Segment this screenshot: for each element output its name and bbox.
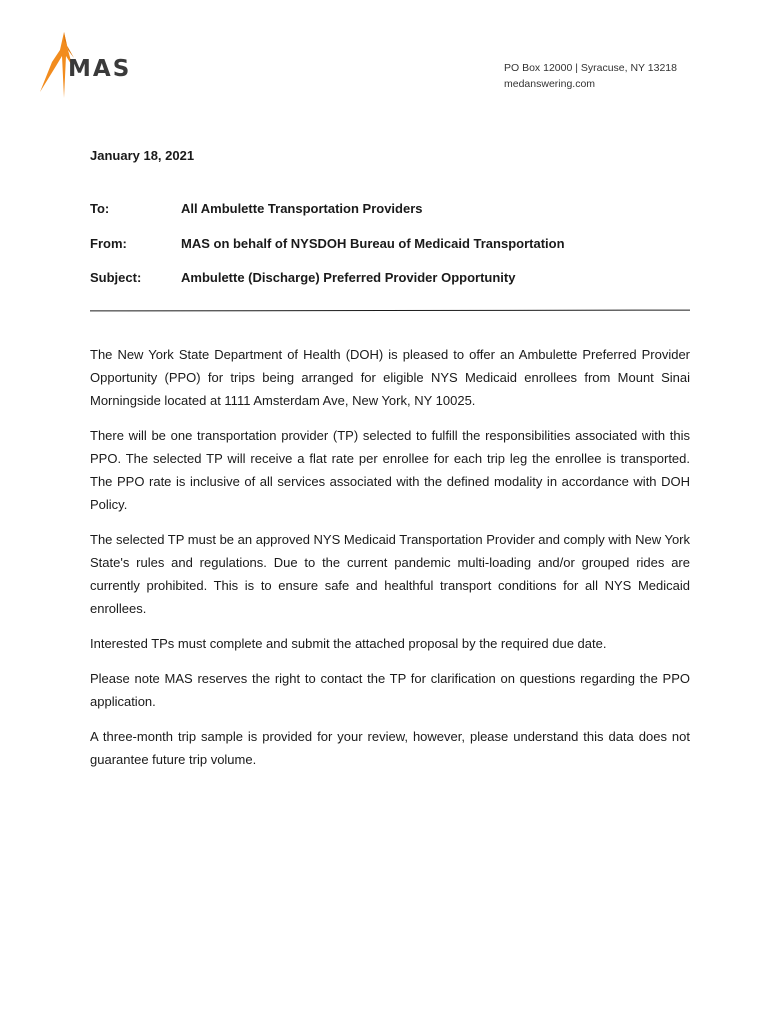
paragraph: The New York State Department of Health (DOH) is pleased to offer an Ambulette Preferred Provider Opportunity (PPO) for trips being arranged for eligible NYS Medicaid enrollees from Mount Sinai Morningside located at 1111 Amsterdam Ave, New York, NY 10025. [90,347,690,408]
letterhead-address [504,60,677,92]
subject-label: Subject: [90,270,142,285]
paragraph: Interested TPs must complete and submit the attached proposal by the required due date. [90,636,607,651]
paragraph: The selected TP must be an approved NYS Medicaid Transportation Provider and comply with New York State's rules and regulations. Due to the current pandemic multi-loading and/or grouped rides are currently prohibited. This is to ensure safe and healthful transport conditions for all NYS Medicaid enrollees. [90,532,690,616]
to-value: All Ambulette Transportation Providers [181,201,423,216]
to-label: To: [90,201,110,216]
address-line: PO Box 12000 | Syracuse, NY 13218 [504,62,677,74]
memo-date: January 18, 2021 [90,148,195,163]
subject-value: Ambulette (Discharge) Preferred Provider Opportunity [181,270,516,285]
letter-body [90,343,690,783]
paragraph: A three-month trip sample is provided for your review, however, please understand this data does not guarantee future trip volume. [90,729,690,767]
header-divider [90,310,690,312]
paragraph: There will be one transportation provider (TP) selected to fulfill the responsibilities associated with this PPO. The selected TP will receive a flat rate per enrollee for each trip leg the enrollee is transported. The PPO rate is inclusive of all services associated with the defined modality in accordance with DOH Policy. [90,428,690,512]
from-value: MAS on behalf of NYSDOH Bureau of Medicaid Transportation [181,236,565,251]
paragraph: Please note MAS reserves the right to contact the TP for clarification on questions regarding the PPO application. [90,671,690,709]
logo-text: MAS [68,56,132,82]
from-label: From: [90,236,127,251]
website-line: medanswering.com [504,78,596,90]
